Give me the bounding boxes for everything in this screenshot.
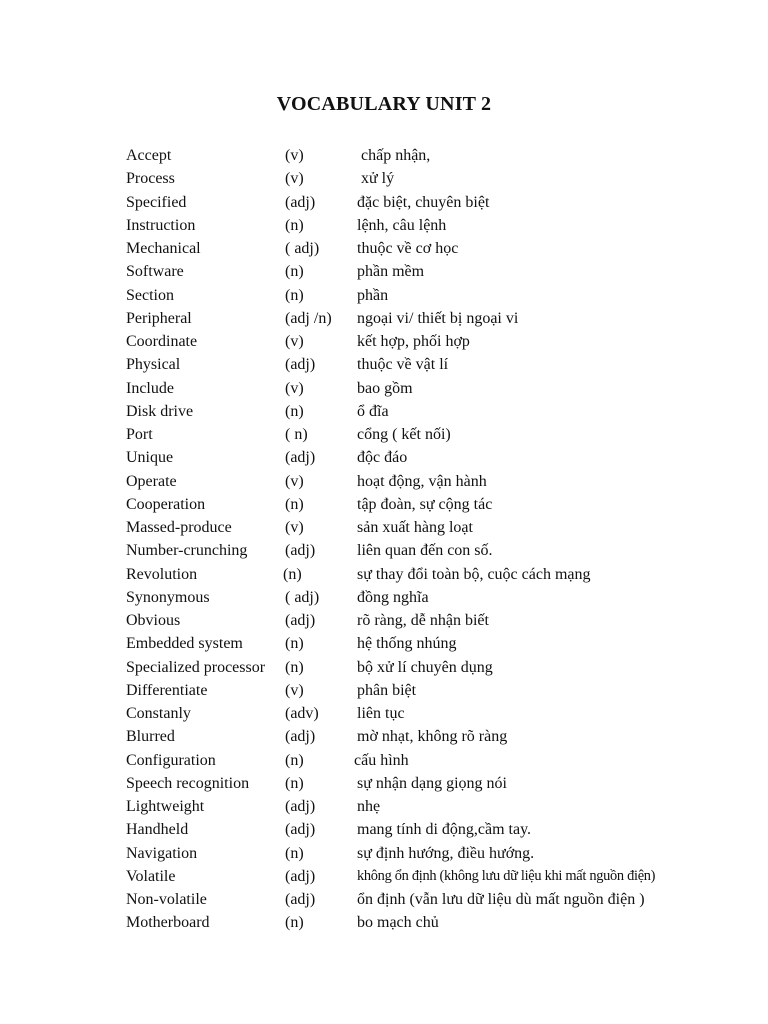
vocab-pos: (n) [285, 751, 304, 769]
vocab-meaning: cấu hình [354, 751, 409, 769]
vocab-word: Navigation [126, 844, 198, 862]
vocab-meaning: hệ thống nhúng [357, 635, 457, 653]
vocab-word: Instruction [126, 216, 196, 234]
vocab-pos: (n) [285, 658, 304, 676]
vocab-row [126, 749, 746, 772]
vocab-word: Lightweight [126, 798, 205, 815]
vocab-word: Physical [126, 356, 181, 374]
vocab-pos: (n) [285, 402, 304, 420]
vocab-row [126, 353, 746, 376]
vocab-row [126, 377, 746, 400]
vocab-meaning: đặc biệt, chuyên biệt [357, 193, 490, 211]
vocab-row [126, 307, 746, 330]
vocab-meaning: hoạt động, vận hành [357, 472, 487, 490]
vocab-row [126, 144, 746, 167]
vocab-row [126, 470, 746, 493]
vocab-word: Specialized processor [126, 658, 266, 676]
vocab-row [126, 632, 746, 655]
vocab-row [126, 516, 746, 539]
vocab-word: Constanly [126, 705, 191, 722]
vocab-word: Process [126, 170, 175, 188]
vocab-word: Embedded system [126, 635, 243, 653]
vocab-meaning: xử lý [357, 170, 395, 188]
vocab-meaning: liên quan đến con số. [357, 542, 493, 560]
vocab-meaning: ổ đĩa [357, 402, 389, 420]
vocab-pos: (adv) [285, 705, 319, 722]
vocab-row [126, 772, 746, 795]
vocab-meaning: sự nhận dạng giọng nói [357, 774, 507, 792]
vocab-row [126, 679, 746, 702]
vocab-pos: (v) [285, 333, 304, 350]
vocab-meaning: bao gồm [357, 379, 413, 397]
vocab-row [126, 237, 746, 260]
vocab-pos: (n) [285, 774, 304, 792]
vocab-row [126, 214, 746, 237]
vocab-pos: (v) [285, 379, 304, 397]
vocab-word: Synonymous [126, 588, 210, 606]
vocab-meaning: phân biệt [357, 681, 417, 699]
vocab-meaning: bo mạch chủ [357, 914, 439, 932]
page-title: VOCABULARY UNIT 2 [276, 93, 492, 115]
vocab-word: Obvious [126, 612, 181, 629]
vocab-pos: (adj) [285, 193, 316, 211]
vocab-word: Non-volatile [126, 891, 207, 908]
vocab-pos: (v) [285, 147, 304, 164]
vocab-pos: (n) [285, 263, 304, 281]
vocab-word: Volatile [126, 867, 176, 885]
vocab-meaning: kết hợp, phối hợp [357, 333, 470, 350]
vocab-word: Differentiate [126, 681, 208, 699]
vocab-word: Coordinate [126, 333, 198, 350]
vocab-row [126, 818, 746, 841]
vocab-row [126, 888, 746, 911]
vocab-row [126, 446, 746, 469]
vocab-row [126, 400, 746, 423]
vocab-word: Software [126, 263, 184, 281]
vocab-row [126, 493, 746, 516]
vocab-word: Blurred [126, 728, 175, 746]
vocab-meaning: độc đáo [357, 449, 408, 467]
vocab-pos: (adj) [285, 356, 316, 374]
vocab-meaning: sản xuất hàng loạt [357, 519, 473, 536]
vocab-meaning: không ổn định (không lưu dữ liệu khi mất nguồn điện) [357, 867, 656, 884]
vocab-word: Configuration [126, 751, 216, 769]
vocab-word: Operate [126, 472, 177, 490]
vocab-meaning: thuộc về vật lí [357, 356, 449, 374]
vocab-row [126, 260, 746, 283]
vocab-word: Revolution [126, 565, 198, 583]
vocab-pos: ( n) [285, 426, 308, 443]
vocab-pos: ( adj) [285, 240, 320, 257]
vocab-row [126, 423, 746, 446]
vocab-pos: (adj) [285, 798, 316, 815]
vocab-pos: (v) [285, 519, 304, 536]
vocab-meaning: mang tính di động,cầm tay. [357, 821, 532, 839]
vocab-meaning: phần [357, 286, 389, 304]
vocab-meaning: liên tục [357, 705, 405, 722]
vocab-row [126, 586, 746, 609]
vocab-row [126, 563, 746, 586]
vocab-word: Motherboard [126, 914, 210, 932]
vocab-pos: (v) [285, 681, 304, 699]
vocab-pos: (adj) [285, 891, 316, 908]
vocab-meaning: chấp nhận, [357, 147, 431, 164]
vocab-meaning: phần mềm [357, 263, 425, 281]
vocab-pos: (n) [283, 565, 302, 583]
vocab-pos: (adj) [285, 867, 316, 885]
vocab-meaning: sự thay đổi toàn bộ, cuộc cách mạng [357, 565, 591, 583]
vocab-meaning: ngoại vi/ thiết bị ngoại vi [357, 309, 519, 327]
vocab-word: Specified [126, 193, 187, 211]
vocab-pos: ( adj) [285, 588, 320, 606]
vocab-row [126, 539, 746, 562]
vocab-row [126, 702, 746, 725]
vocab-pos: (n) [285, 216, 304, 234]
vocab-meaning: lệnh, câu lệnh [357, 216, 447, 234]
vocab-pos: (n) [285, 844, 304, 862]
vocab-meaning: sự định hướng, điều hướng. [357, 844, 535, 862]
vocab-word: Unique [126, 449, 174, 467]
vocab-pos: (adj /n) [285, 309, 332, 327]
vocab-word: Number-crunching [126, 542, 248, 560]
vocab-meaning: tập đoàn, sự cộng tác [357, 495, 493, 513]
vocab-word: Peripheral [126, 309, 192, 327]
vocab-pos: (n) [285, 914, 304, 932]
vocab-word: Port [126, 426, 153, 443]
vocab-row [126, 656, 746, 679]
vocab-word: Disk drive [126, 402, 194, 420]
vocab-row [126, 284, 746, 307]
vocab-pos: (n) [285, 495, 304, 513]
vocab-word: Massed-produce [126, 519, 232, 536]
vocab-pos: (v) [285, 472, 304, 490]
vocab-meaning: cổng ( kết nối) [357, 426, 451, 443]
vocabulary-list [126, 144, 746, 935]
vocab-row [126, 191, 746, 214]
vocab-word: Section [126, 286, 174, 304]
vocab-word: Mechanical [126, 240, 201, 257]
vocab-meaning: mờ nhạt, không rõ ràng [357, 728, 508, 746]
vocab-pos: (v) [285, 170, 304, 188]
vocab-row [126, 865, 746, 888]
vocab-pos: (adj) [285, 728, 316, 746]
vocab-meaning: bộ xử lí chuyên dụng [357, 658, 493, 676]
vocab-word: Cooperation [126, 495, 206, 513]
vocab-meaning: thuộc về cơ học [357, 240, 459, 257]
vocab-meaning: ổn định (vẫn lưu dữ liệu dù mất nguồn điện ) [357, 891, 645, 908]
vocab-row [126, 795, 746, 818]
vocab-row [126, 725, 746, 748]
vocab-row [126, 842, 746, 865]
vocab-row [126, 167, 746, 190]
vocab-meaning: đồng nghĩa [357, 588, 429, 606]
vocab-row [126, 330, 746, 353]
vocab-pos: (n) [285, 286, 304, 304]
vocab-word: Handheld [126, 821, 189, 839]
vocab-word: Include [126, 379, 174, 397]
vocab-pos: (adj) [285, 821, 316, 839]
vocab-pos: (adj) [285, 449, 316, 467]
vocab-pos: (adj) [285, 612, 316, 629]
vocab-meaning: nhẹ [357, 798, 381, 815]
vocab-row [126, 609, 746, 632]
vocab-row [126, 911, 746, 934]
vocab-meaning: rõ ràng, dễ nhận biết [357, 612, 489, 629]
vocab-pos: (n) [285, 635, 304, 653]
vocab-word: Speech recognition [126, 774, 250, 792]
vocab-word: Accept [126, 147, 172, 164]
vocab-pos: (adj) [285, 542, 316, 560]
